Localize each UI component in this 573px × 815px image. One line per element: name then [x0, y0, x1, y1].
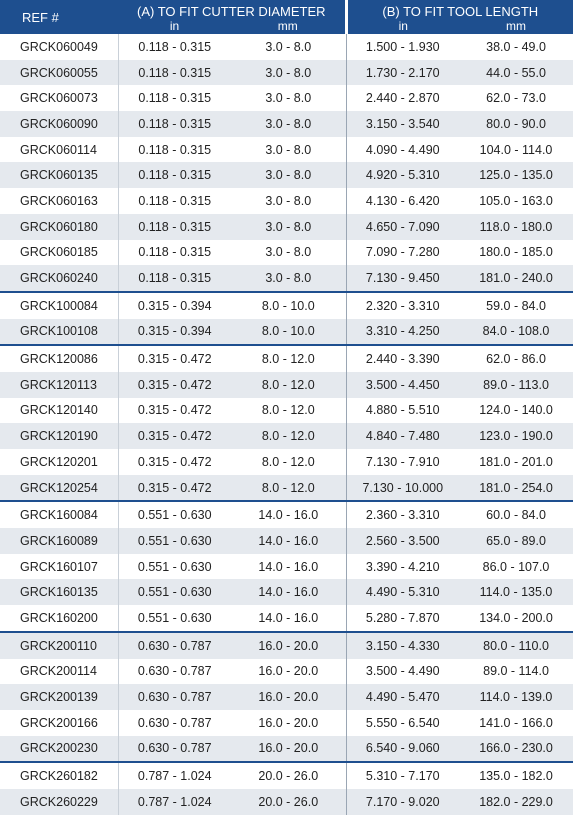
- cell-tool-length-in: 2.560 - 3.500: [346, 528, 459, 554]
- table-row: [0, 85, 573, 111]
- table-row: [0, 449, 573, 475]
- cell-ref: GRCK200114: [0, 659, 118, 685]
- cell-cutter-dia-mm: 3.0 - 8.0: [265, 142, 312, 157]
- table-row: [0, 162, 573, 188]
- cell-tool-length-mm: 181.0 - 240.0: [459, 265, 573, 292]
- cell-tool-length-mm: 125.0 - 135.0: [459, 162, 573, 188]
- cell-cutter-dia-mm: 16.0 - 20.0: [231, 632, 346, 659]
- cell-tool-length-mm: 123.0 - 190.0: [459, 423, 573, 449]
- cell-cutter-dia-mm: 3.0 - 8.0: [265, 39, 312, 54]
- cell-cutter-dia-mm: 8.0 - 12.0: [231, 423, 346, 449]
- cell-tool-length-in: 5.550 - 6.540: [346, 710, 459, 736]
- table-row: [0, 137, 573, 163]
- table-row: [0, 111, 573, 137]
- cell-cutter-dia-mm: 3.0 - 8.0: [231, 214, 346, 240]
- cell-ref: GRCK060055: [0, 60, 118, 86]
- cell-tool-length-in: 7.090 - 7.280: [346, 240, 459, 266]
- table-row: [0, 528, 573, 554]
- cell-tool-length-in: 7.130 - 9.450: [346, 265, 459, 292]
- cell-ref: GRCK060180: [0, 214, 118, 240]
- cell-tool-length-in: 4.920 - 5.310: [346, 162, 459, 188]
- cell-ref: GRCK100084: [0, 292, 118, 319]
- cell-ref: GRCK200166: [0, 710, 118, 736]
- cell-tool-length-mm: 114.0 - 139.0: [459, 684, 573, 710]
- header-a-unit-mm: mm: [231, 19, 346, 34]
- cell-ref: GRCK100108: [0, 319, 118, 346]
- table-row: [0, 736, 573, 763]
- table-row: [0, 240, 573, 266]
- table-row: [0, 659, 573, 685]
- table-body: [0, 34, 573, 815]
- table-row: [0, 475, 573, 502]
- cell-tool-length-mm: 182.0 - 229.0: [459, 789, 573, 815]
- cell-tool-length-mm: 166.0 - 230.0: [459, 736, 573, 763]
- cell-cutter-dia-mm: 3.0 - 8.0: [265, 245, 312, 260]
- table-row: [0, 188, 573, 214]
- cell-tool-length-in: 5.280 - 7.870: [346, 605, 459, 632]
- cell-tool-length-mm: 62.0 - 86.0: [459, 345, 573, 372]
- cell-cutter-dia-mm: 16.0 - 20.0: [258, 715, 319, 730]
- cell-cutter-dia-in: 0.118 - 0.315: [138, 91, 212, 106]
- cell-cutter-dia-in: 0.787 - 1.024: [118, 762, 231, 789]
- cell-tool-length-in: 5.310 - 7.170: [346, 762, 459, 789]
- cell-cutter-dia-in: 0.315 - 0.394: [118, 319, 231, 346]
- cell-ref: GRCK160135: [0, 579, 118, 605]
- cell-cutter-dia-mm: 8.0 - 12.0: [231, 475, 346, 502]
- cell-tool-length-in: 4.650 - 7.090: [346, 214, 459, 240]
- cell-ref: GRCK120113: [0, 372, 118, 398]
- cell-cutter-dia-mm: 14.0 - 16.0: [231, 579, 346, 605]
- cell-tool-length-in: 1.500 - 1.930: [346, 34, 459, 60]
- cell-cutter-dia-in: 0.551 - 0.630: [137, 610, 212, 625]
- cell-cutter-dia-mm: 16.0 - 20.0: [231, 736, 346, 763]
- cell-ref: GRCK260182: [0, 762, 118, 789]
- cell-tool-length-in: 2.440 - 3.390: [346, 345, 459, 372]
- cell-tool-length-in: 3.150 - 4.330: [346, 632, 459, 659]
- cell-ref: GRCK060240: [0, 265, 118, 292]
- cell-cutter-dia-in: 0.315 - 0.472: [118, 423, 231, 449]
- table-row: [0, 60, 573, 86]
- cell-cutter-dia-mm: 14.0 - 16.0: [231, 528, 346, 554]
- cell-ref: GRCK160200: [0, 605, 118, 632]
- table-row: [0, 605, 573, 632]
- header-group-tool-length: (B) TO FIT TOOL LENGTH: [346, 0, 573, 19]
- cell-tool-length-mm: 134.0 - 200.0: [479, 610, 553, 625]
- header-b-unit-mm: mm: [459, 19, 573, 34]
- cell-ref: GRCK120254: [0, 475, 118, 502]
- cell-tool-length-in: 6.540 - 9.060: [346, 736, 459, 763]
- cell-cutter-dia-in: 0.551 - 0.630: [137, 559, 212, 574]
- cell-tool-length-mm: 65.0 - 89.0: [459, 528, 573, 554]
- cell-ref: GRCK120086: [0, 345, 118, 372]
- cell-tool-length-in: 1.730 - 2.170: [346, 60, 459, 86]
- cell-cutter-dia-in: 0.630 - 0.787: [137, 664, 212, 679]
- cell-cutter-dia-in: 0.118 - 0.315: [138, 142, 212, 157]
- cell-cutter-dia-mm: 3.0 - 8.0: [265, 91, 312, 106]
- cell-cutter-dia-mm: 8.0 - 12.0: [261, 454, 315, 469]
- cell-tool-length-mm: 141.0 - 166.0: [479, 715, 553, 730]
- cell-cutter-dia-mm: 8.0 - 12.0: [231, 345, 346, 372]
- cell-tool-length-mm: 124.0 - 140.0: [479, 403, 553, 418]
- cell-tool-length-mm: 181.0 - 254.0: [459, 475, 573, 502]
- cell-cutter-dia-in: 0.630 - 0.787: [137, 715, 212, 730]
- cell-ref: GRCK060073: [0, 85, 118, 111]
- cell-cutter-dia-mm: 3.0 - 8.0: [265, 193, 312, 208]
- cell-tool-length-in: 3.500 - 4.490: [346, 659, 459, 685]
- cell-cutter-dia-mm: 3.0 - 8.0: [231, 111, 346, 137]
- cell-tool-length-in: 4.130 - 6.420: [346, 188, 459, 214]
- table-row: [0, 789, 573, 815]
- cell-cutter-dia-in: 0.315 - 0.394: [118, 292, 231, 319]
- cell-ref: GRCK200110: [0, 632, 118, 659]
- table-row: [0, 632, 573, 659]
- cell-cutter-dia-in: 0.315 - 0.472: [118, 372, 231, 398]
- cell-tool-length-in: 3.390 - 4.210: [346, 554, 459, 580]
- table-row: [0, 265, 573, 292]
- cell-tool-length-in: 4.090 - 4.490: [346, 137, 459, 163]
- table-row: [0, 292, 573, 319]
- table-row: [0, 319, 573, 346]
- table-row: [0, 710, 573, 736]
- cell-cutter-dia-in: 0.315 - 0.472: [137, 454, 212, 469]
- cell-cutter-dia-in: 0.118 - 0.315: [138, 193, 212, 208]
- cell-tool-length-mm: 104.0 - 114.0: [479, 142, 553, 157]
- cell-ref: GRCK120201: [0, 449, 118, 475]
- cell-tool-length-mm: 135.0 - 182.0: [459, 762, 573, 789]
- cell-tool-length-mm: 105.0 - 163.0: [479, 193, 553, 208]
- cell-cutter-dia-mm: 8.0 - 12.0: [231, 372, 346, 398]
- cell-ref: GRCK060135: [0, 162, 118, 188]
- cell-cutter-dia-mm: 3.0 - 8.0: [231, 265, 346, 292]
- cell-cutter-dia-in: 0.118 - 0.315: [138, 39, 212, 54]
- cell-cutter-dia-in: 0.315 - 0.472: [118, 475, 231, 502]
- cell-ref: GRCK120190: [0, 423, 118, 449]
- cell-cutter-dia-mm: 3.0 - 8.0: [231, 162, 346, 188]
- cell-cutter-dia-in: 0.118 - 0.315: [118, 162, 231, 188]
- cell-tool-length-in: 2.440 - 2.870: [346, 85, 459, 111]
- cell-ref: GRCK060049: [0, 34, 118, 60]
- cell-cutter-dia-in: 0.630 - 0.787: [118, 684, 231, 710]
- cell-cutter-dia-mm: 8.0 - 10.0: [231, 292, 346, 319]
- cell-cutter-dia-in: 0.118 - 0.315: [118, 60, 231, 86]
- header-group-cutter-diameter: (A) TO FIT CUTTER DIAMETER: [118, 0, 346, 19]
- cell-cutter-dia-mm: 20.0 - 26.0: [231, 762, 346, 789]
- cell-tool-length-in: 4.880 - 5.510: [346, 398, 459, 424]
- cell-tool-length-in: 4.840 - 7.480: [346, 423, 459, 449]
- cell-tool-length-mm: 181.0 - 201.0: [479, 454, 553, 469]
- cell-cutter-dia-mm: 3.0 - 8.0: [231, 60, 346, 86]
- cell-cutter-dia-in: 0.118 - 0.315: [138, 245, 212, 260]
- cell-tool-length-mm: 180.0 - 185.0: [479, 245, 553, 260]
- cell-cutter-dia-in: 0.551 - 0.630: [118, 501, 231, 528]
- cell-tool-length-mm: 59.0 - 84.0: [459, 292, 573, 319]
- cell-cutter-dia-in: 0.118 - 0.315: [118, 214, 231, 240]
- cell-cutter-dia-mm: 14.0 - 16.0: [258, 559, 319, 574]
- cell-cutter-dia-in: 0.315 - 0.472: [137, 403, 212, 418]
- cell-cutter-dia-mm: 14.0 - 16.0: [231, 501, 346, 528]
- cell-ref: GRCK160084: [0, 501, 118, 528]
- table-row: [0, 214, 573, 240]
- cell-cutter-dia-in: 0.551 - 0.630: [118, 528, 231, 554]
- cell-tool-length-in: 3.500 - 4.450: [346, 372, 459, 398]
- cell-tool-length-mm: 62.0 - 73.0: [486, 91, 546, 106]
- cell-cutter-dia-in: 0.315 - 0.472: [118, 345, 231, 372]
- table-row: [0, 372, 573, 398]
- table-row: [0, 345, 573, 372]
- cell-ref: GRCK060185: [0, 240, 118, 266]
- cell-ref: GRCK120140: [0, 398, 118, 424]
- header-b-unit-in: in: [346, 19, 459, 34]
- cell-cutter-dia-in: 0.787 - 1.024: [118, 789, 231, 815]
- cell-ref: GRCK200230: [0, 736, 118, 763]
- cell-ref: GRCK200139: [0, 684, 118, 710]
- table-row: [0, 554, 573, 580]
- table-row: [0, 684, 573, 710]
- cell-ref: GRCK060163: [0, 188, 118, 214]
- cell-tool-length-mm: 44.0 - 55.0: [459, 60, 573, 86]
- cell-ref: GRCK160107: [0, 554, 118, 580]
- table-row: [0, 501, 573, 528]
- table-row: [0, 398, 573, 424]
- cell-cutter-dia-mm: 20.0 - 26.0: [231, 789, 346, 815]
- cell-ref: GRCK060114: [0, 137, 118, 163]
- cell-cutter-dia-mm: 16.0 - 20.0: [231, 684, 346, 710]
- cell-cutter-dia-in: 0.630 - 0.787: [118, 736, 231, 763]
- cell-tool-length-in: 4.490 - 5.470: [346, 684, 459, 710]
- cell-ref: GRCK160089: [0, 528, 118, 554]
- cell-tool-length-mm: 84.0 - 108.0: [459, 319, 573, 346]
- cell-tool-length-mm: 38.0 - 49.0: [486, 39, 546, 54]
- cell-tool-length-in: 3.310 - 4.250: [346, 319, 459, 346]
- cell-tool-length-mm: 86.0 - 107.0: [482, 559, 550, 574]
- cell-tool-length-mm: 118.0 - 180.0: [459, 214, 573, 240]
- table-row: [0, 579, 573, 605]
- cell-tool-length-mm: 80.0 - 90.0: [459, 111, 573, 137]
- table-row: [0, 423, 573, 449]
- cell-ref: GRCK260229: [0, 789, 118, 815]
- cell-tool-length-in: 2.360 - 3.310: [346, 501, 459, 528]
- header-ref: REF #: [0, 0, 118, 34]
- cell-tool-length-in: 7.130 - 7.910: [346, 449, 459, 475]
- cell-cutter-dia-mm: 14.0 - 16.0: [258, 610, 319, 625]
- cell-cutter-dia-in: 0.118 - 0.315: [118, 265, 231, 292]
- cell-tool-length-mm: 89.0 - 113.0: [459, 372, 573, 398]
- cell-tool-length-in: 2.320 - 3.310: [346, 292, 459, 319]
- cell-cutter-dia-in: 0.118 - 0.315: [118, 111, 231, 137]
- cell-tool-length-mm: 89.0 - 114.0: [483, 664, 549, 679]
- header-a-unit-in: in: [118, 19, 231, 34]
- cell-tool-length-mm: 114.0 - 135.0: [459, 579, 573, 605]
- cell-cutter-dia-in: 0.630 - 0.787: [118, 632, 231, 659]
- header-row-groups: [0, 0, 573, 19]
- table-header: [0, 0, 573, 34]
- table-row: [0, 762, 573, 789]
- cell-cutter-dia-mm: 8.0 - 10.0: [231, 319, 346, 346]
- cell-tool-length-in: 4.490 - 5.310: [346, 579, 459, 605]
- cell-tool-length-mm: 80.0 - 110.0: [459, 632, 573, 659]
- table-row: [0, 34, 573, 60]
- cell-ref: GRCK060090: [0, 111, 118, 137]
- cell-tool-length-in: 7.170 - 9.020: [346, 789, 459, 815]
- cell-tool-length-in: 3.150 - 3.540: [346, 111, 459, 137]
- cell-cutter-dia-mm: 16.0 - 20.0: [258, 664, 319, 679]
- cell-cutter-dia-in: 0.551 - 0.630: [118, 579, 231, 605]
- cell-tool-length-in: 7.130 - 10.000: [346, 475, 459, 502]
- cell-cutter-dia-mm: 8.0 - 12.0: [261, 403, 315, 418]
- cell-tool-length-mm: 60.0 - 84.0: [459, 501, 573, 528]
